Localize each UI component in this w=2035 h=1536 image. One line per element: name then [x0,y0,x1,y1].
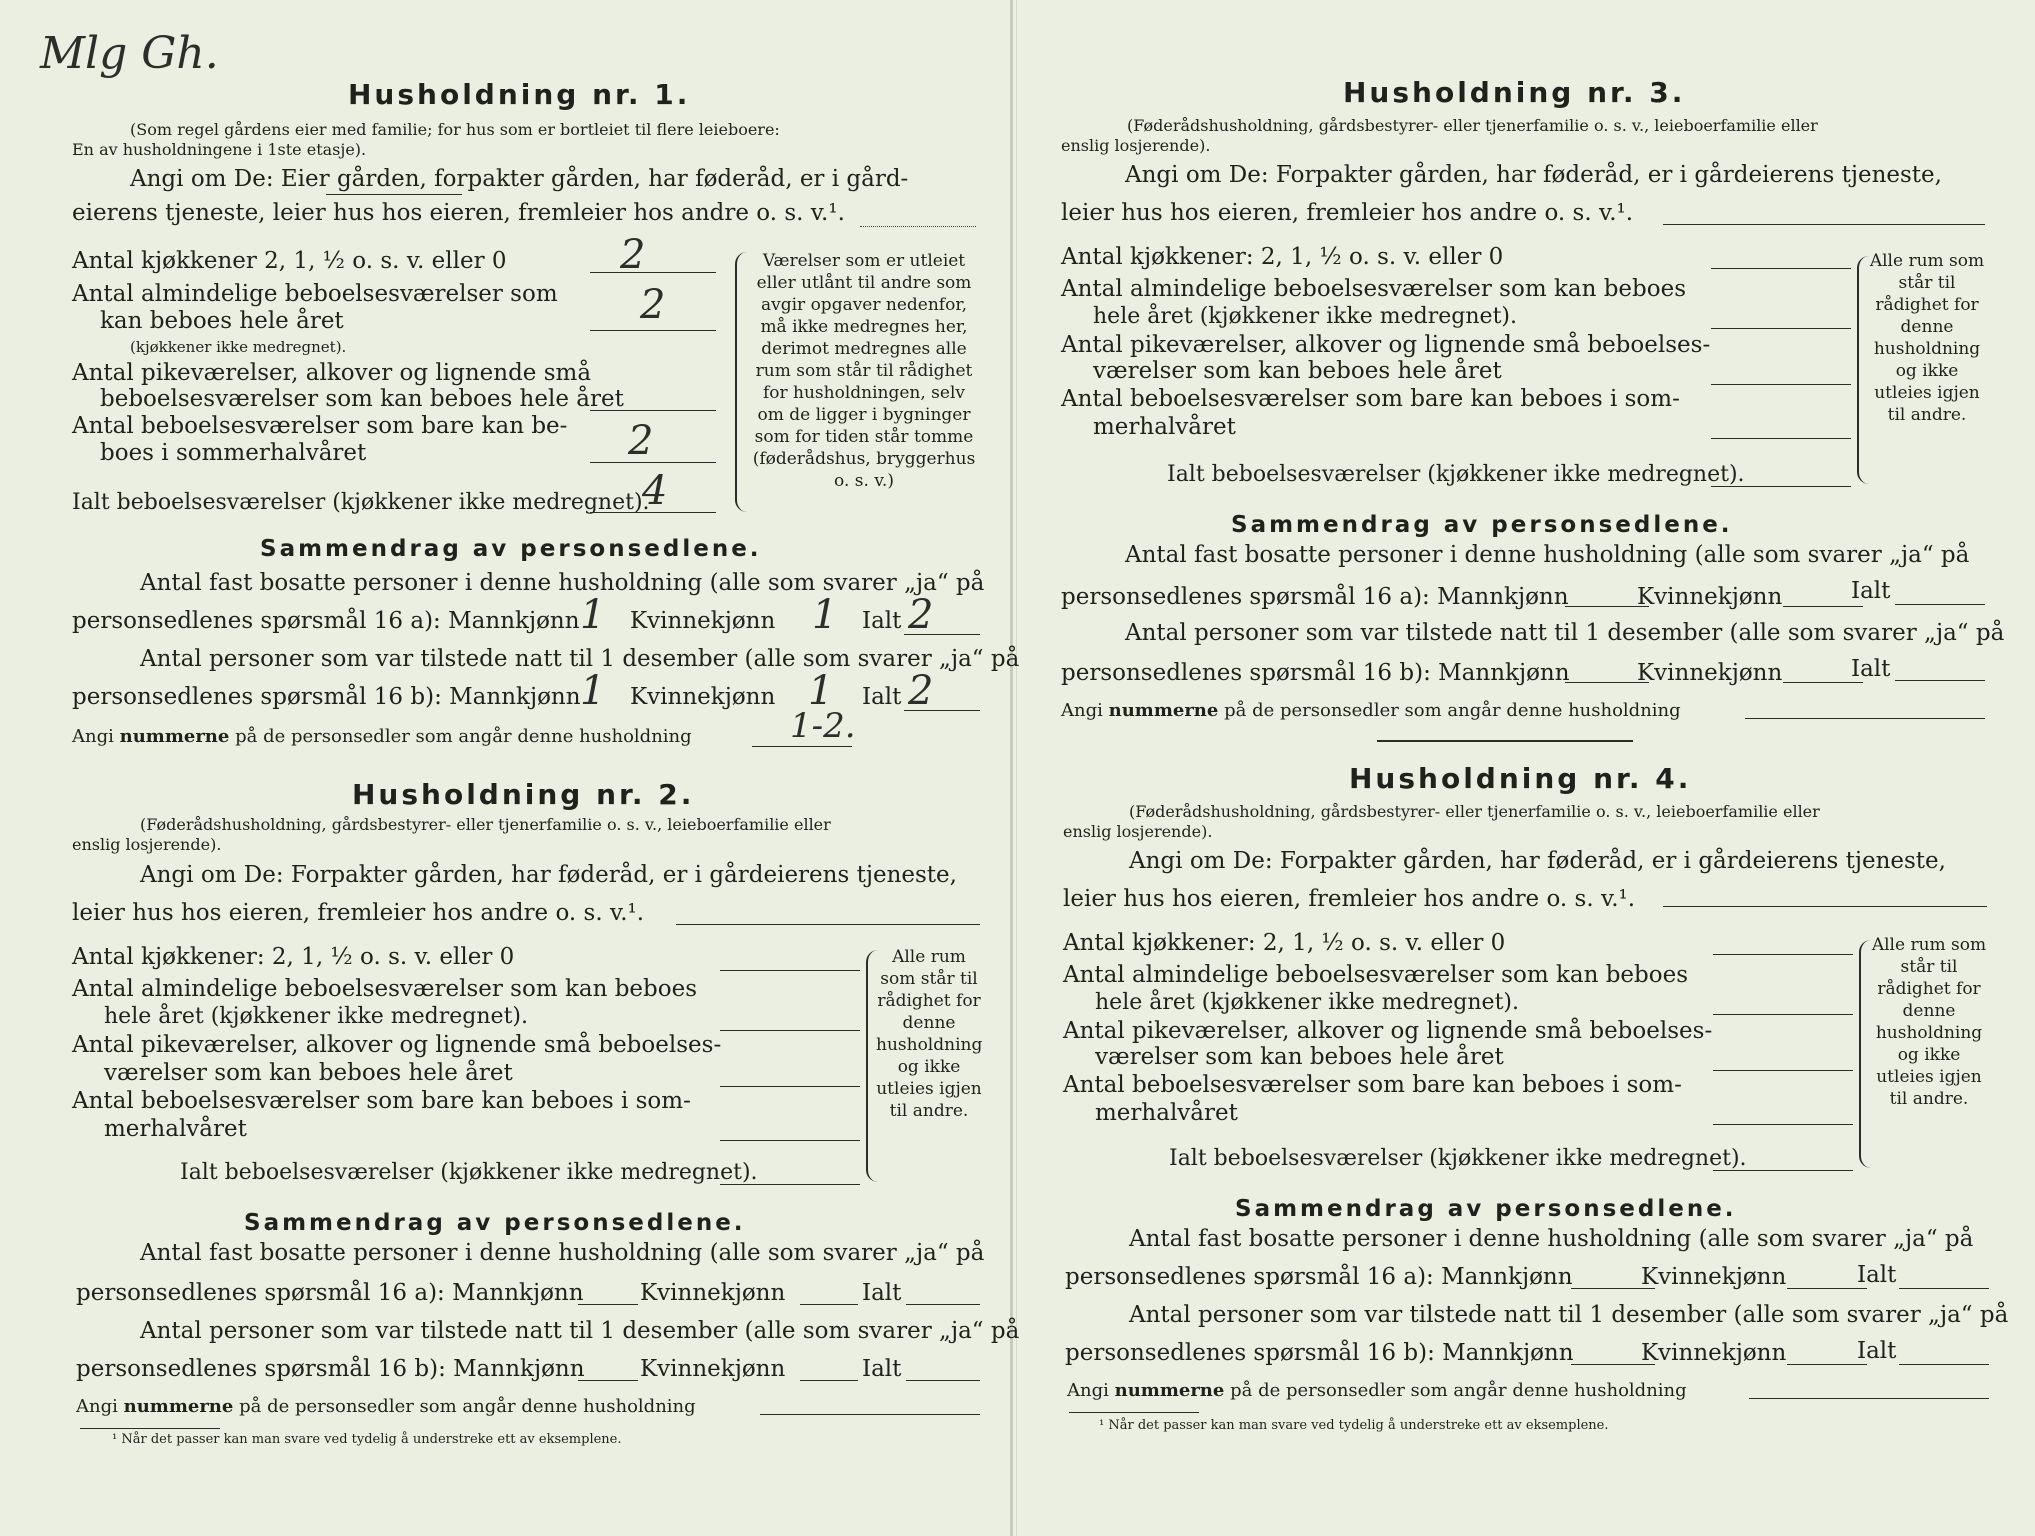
h1-fast-kv-value: 1 [812,592,838,638]
h2-tilst-kv-label: Kvinnekjønn [640,1356,786,1382]
h1-ialt-line [590,512,716,513]
h3-alm-2: hele året (kjøkkener ikke medregnet). [1093,304,1517,329]
h1-alm-2: kan beboes hele året [100,308,344,334]
h4-side-note: Alle rum som står til rådighet for denne husholdning og ikke utleies igjen til andre. [1871,935,1987,1109]
h4-tilst-ialt-line [1899,1364,1989,1365]
h3-angi-line [1663,224,1985,225]
h4-nummer-c: på de personsedler som angår denne husholdning [1230,1380,1687,1401]
h4-pike-2: værelser som kan beboes hele året [1095,1044,1504,1070]
h4-fast-ialt-label: Ialt [1857,1262,1897,1288]
h1-kjokkener: Antal kjøkkener 2, 1, ½ o. s. v. eller 0 [72,248,507,274]
h2-nummer-b: nummerne [123,1396,234,1417]
h4-kjokkener-line [1713,954,1853,955]
h3-alm-1: Antal almindelige beboelsesværelser som kan beboes [1061,276,1687,302]
h4-nummer-line [1749,1398,1989,1399]
h4-nummer [1067,1380,1687,1401]
h2-kjokkener-line [720,970,860,971]
h1-kjokkener-line [590,272,716,273]
h2-fast-mann-line [578,1304,638,1305]
h1-angi-line [860,226,976,227]
h4-tilst-2: personsedlenes spørsmål 16 b): Mannkjønn [1065,1340,1574,1366]
h2-side-note: Alle rum som står til rådighet for denne husholdning og ikke utleies igjen til andre. [876,947,983,1121]
h3-tilst-ialt-label: Ialt [1851,656,1891,682]
h1-sommer-2: boes i sommerhalvåret [100,440,367,466]
h3-nummer-a: Angi [1061,700,1103,721]
h3-sommer-1: Antal beboelsesværelser som bare kan beboes i som- [1061,386,1680,412]
h1-alm-3: (kjøkkener ikke medregnet). [130,338,347,356]
h1-brace [735,252,749,512]
h2-sammendrag: Sammendrag av personsedlene. [244,1210,746,1236]
h4-fast-kv-label: Kvinnekjønn [1641,1264,1787,1290]
h1-tilst-1: Antal personer som var tilstede natt til 1 desember (alle som svarer „ja“ på [140,646,1020,672]
h3-kjokkener-line [1711,268,1851,269]
h2-angi-2: leier hus hos eieren, fremleier hos andre o. s. v.¹. [72,900,645,926]
h3-fast-1: Antal fast bosatte personer i denne husholdning (alle som svarer „ja“ på [1125,542,1970,568]
footnote-left: ¹ Når det passer kan man svare ved tydelig å understreke ett av eksemplene. [112,1432,622,1447]
h2-sub-1: (Føderådshusholdning, gårdsbestyrer- eller tjenerfamilie o. s. v., leieboerfamilie eller [140,815,831,834]
h4-sommer-line [1713,1124,1853,1125]
h2-ialt: Ialt beboelsesværelser (kjøkkener ikke medregnet). [180,1160,758,1185]
h1-pike-1: Antal pikeværelser, alkover og lignende små [72,360,592,386]
h1-tilst-ialt-line [904,710,980,711]
h2-pike-1: Antal pikeværelser, alkover og lignende små beboelses- [72,1032,722,1058]
h2-nummer-a: Angi [76,1396,118,1417]
h2-angi-line [676,924,980,925]
h3-fast-ialt-label: Ialt [1851,578,1891,604]
h1-sammendrag: Sammendrag av personsedlene. [260,536,762,562]
footnote-right: ¹ Når det passer kan man svare ved tydelig å understreke ett av eksemplene. [1099,1418,1609,1433]
h4-alm-1: Antal almindelige beboelsesværelser som kan beboes [1063,962,1689,988]
h2-ialt-line [720,1184,860,1185]
h2-nummer [76,1396,696,1417]
h1-nummer-b: nummerne [119,726,230,747]
page-fold [1010,0,1013,1536]
h2-nummer-c: på de personsedler som angår denne husholdning [239,1396,696,1417]
h3-ialt: Ialt beboelsesværelser (kjøkkener ikke medregnet). [1167,462,1745,487]
h1-title: Husholdning nr. 1. [348,78,691,111]
h4-tilst-kv-label: Kvinnekjønn [1641,1340,1787,1366]
h3-angi-1: Angi om De: Forpakter gården, har føderåd, er i gårdeierens tjeneste, [1125,162,1942,188]
h3-tilst-2: personsedlenes spørsmål 16 b): Mannkjønn [1061,660,1570,686]
h1-tilst-kv-value: 1 [808,668,834,714]
h1-tilst-ialt-value: 2 [908,668,934,714]
h2-alm-1: Antal almindelige beboelsesværelser som kan beboes [72,976,698,1002]
h4-fast-2: personsedlenes spørsmål 16 a): Mannkjønn [1065,1264,1573,1290]
h3-pike-line [1711,384,1851,385]
h1-ialt: Ialt beboelsesværelser (kjøkkener ikke medregnet). [72,490,650,515]
h1-ialt-value: 4 [642,468,668,514]
h1-sommer-value: 2 [628,418,654,464]
h1-fast-ialt-label: Ialt [862,608,902,634]
h1-sub-1: (Som regel gårdens eier med familie; for hus som er bortleiet til flere leieboere: [130,120,780,139]
h2-fast-ialt-line [906,1304,980,1305]
h1-sommer-line [590,462,716,463]
h4-nummer-b: nummerne [1114,1380,1225,1401]
h1-nummer [72,726,692,747]
h4-title: Husholdning nr. 4. [1349,762,1692,795]
h1-fast-1: Antal fast bosatte personer i denne husholdning (alle som svarer „ja“ på [140,570,985,596]
h3-sub-1: (Føderådshusholdning, gårdsbestyrer- eller tjenerfamilie o. s. v., leieboerfamilie eller [1127,116,1818,135]
footnote-rule [80,1428,220,1429]
right-page [1017,0,2035,1536]
h1-alm-value: 2 [640,282,666,328]
h3-sammendrag: Sammendrag av personsedlene. [1231,512,1733,538]
h1-alm-1: Antal almindelige beboelsesværelser som [72,281,558,307]
h1-sommer-1: Antal beboelsesværelser som bare kan be- [72,413,568,439]
h2-sub-2: enslig losjerende). [72,835,222,854]
h1-fast-mann-value: 1 [580,592,606,638]
h1-tilst-ialt-label: Ialt [862,684,902,710]
h1-angi-2: eierens tjeneste, leier hus hos eieren, fremleier hos andre o. s. v.¹. [72,200,845,226]
h3-angi-2: leier hus hos eieren, fremleier hos andre o. s. v.¹. [1061,200,1634,226]
h1-pike-2: beboelsesværelser som kan beboes hele året [100,386,624,412]
h4-kjokkener: Antal kjøkkener: 2, 1, ½ o. s. v. eller 0 [1063,930,1506,956]
h2-kjokkener: Antal kjøkkener: 2, 1, ½ o. s. v. eller 0 [72,944,515,970]
h4-tilst-ialt-label: Ialt [1857,1338,1897,1364]
h2-tilst-1: Antal personer som var tilstede natt til 1 desember (alle som svarer „ja“ på [140,1318,1020,1344]
h4-sammendrag: Sammendrag av personsedlene. [1235,1196,1737,1222]
h2-fast-kv-line [800,1304,858,1305]
h4-ialt: Ialt beboelsesværelser (kjøkkener ikke medregnet). [1169,1146,1747,1171]
h3-sommer-2: merhalvåret [1093,414,1236,440]
h2-pike-2: værelser som kan beboes hele året [104,1060,513,1086]
h2-sommer-line [720,1140,860,1141]
h1-fast-2: personsedlenes spørsmål 16 a): Mannkjønn [72,608,580,634]
h2-tilst-mann-line [578,1380,638,1381]
h4-sommer-1: Antal beboelsesværelser som bare kan beboes i som- [1063,1072,1682,1098]
h3-tilst-ialt-line [1895,680,1985,681]
h3-fast-ialt-line [1895,604,1985,605]
h2-fast-2: personsedlenes spørsmål 16 a): Mannkjønn [76,1280,584,1306]
h1-nummer-c: på de personsedler som angår denne husholdning [235,726,692,747]
h4-pike-1: Antal pikeværelser, alkover og lignende små beboelses- [1063,1018,1713,1044]
h4-tilst-kv-line [1787,1364,1867,1365]
h4-fast-kv-line [1787,1288,1867,1289]
h2-title: Husholdning nr. 2. [352,778,695,811]
h4-fast-ialt-line [1899,1288,1989,1289]
h4-sommer-2: merhalvåret [1095,1100,1238,1126]
h4-angi-line [1663,906,1987,907]
h1-fast-ialt-line [904,634,980,635]
h3-ialt-line [1711,486,1851,487]
section-separator [1377,740,1633,742]
h2-alm-line [720,1030,860,1031]
h2-fast-ialt-label: Ialt [862,1280,902,1306]
h4-ialt-line [1713,1170,1853,1171]
h1-fast-ialt-value: 2 [908,592,934,638]
h3-alm-line [1711,328,1851,329]
h1-side-note: Værelser som er utleiet eller utlånt til andre som avgir opgaver nedenfor, må ikke medregnes her, derimot medregnes alle rum som står til rådighet for husholdningen, selv om de ligger i bygninger som for tiden står tomme (føderådshus, bryggerhus o. s. v.) [752,251,976,491]
h1-eier-underline [326,194,462,195]
h4-angi-1: Angi om De: Forpakter gården, har føderåd, er i gårdeierens tjeneste, [1129,848,1946,874]
h1-pike-line [590,410,716,411]
h1-sub-2: En av husholdningene i 1ste etasje). [72,140,367,159]
h2-fast-1: Antal fast bosatte personer i denne husholdning (alle som svarer „ja“ på [140,1240,985,1266]
margin-note: Mlg Gh. [40,28,219,79]
h1-nummer-value: 1-2. [790,706,856,746]
h2-fast-kv-label: Kvinnekjønn [640,1280,786,1306]
h4-fast-1: Antal fast bosatte personer i denne husholdning (alle som svarer „ja“ på [1129,1226,1974,1252]
h3-fast-2: personsedlenes spørsmål 16 a): Mannkjønn [1061,584,1569,610]
h3-tilst-1: Antal personer som var tilstede natt til 1 desember (alle som svarer „ja“ på [1125,620,2005,646]
h4-pike-line [1713,1070,1853,1071]
h1-kjokkener-value: 2 [620,232,646,278]
footnote-rule-right [1069,1412,1199,1413]
h3-nummer-b: nummerne [1108,700,1219,721]
h2-nummer-line [760,1414,980,1415]
h4-tilst-1: Antal personer som var tilstede natt til 1 desember (alle som svarer „ja“ på [1129,1302,2009,1328]
h3-kjokkener: Antal kjøkkener: 2, 1, ½ o. s. v. eller 0 [1061,244,1504,270]
h4-sub-2: enslig losjerende). [1063,822,1213,841]
h2-tilst-kv-line [800,1380,858,1381]
h3-sub-2: enslig losjerende). [1061,136,1211,155]
h1-angi-1: Angi om De: Eier gården, forpakter gården, har føderåd, er i gård- [130,166,909,192]
h3-nummer-c: på de personsedler som angår denne husholdning [1224,700,1681,721]
h2-tilst-ialt-line [906,1380,980,1381]
h3-pike-2: værelser som kan beboes hele året [1093,358,1502,384]
h2-angi-1: Angi om De: Forpakter gården, har føderåd, er i gårdeierens tjeneste, [140,862,957,888]
h3-sommer-line [1711,438,1851,439]
h2-tilst-2: personsedlenes spørsmål 16 b): Mannkjønn [76,1356,585,1382]
h3-nummer [1061,700,1681,721]
h2-alm-2: hele året (kjøkkener ikke medregnet). [104,1004,528,1029]
h2-pike-line [720,1086,860,1087]
h1-nummer-line [752,746,852,747]
h3-fast-kv-line [1783,606,1863,607]
h1-fast-kv-label: Kvinnekjønn [630,608,776,634]
h4-nummer-a: Angi [1067,1380,1109,1401]
h3-pike-1: Antal pikeværelser, alkover og lignende små beboelses- [1061,332,1711,358]
h2-sommer-2: merhalvåret [104,1116,247,1142]
h1-nummer-a: Angi [72,726,114,747]
h4-alm-line [1713,1014,1853,1015]
h3-nummer-line [1745,718,1985,719]
h4-angi-2: leier hus hos eieren, fremleier hos andre o. s. v.¹. [1063,886,1636,912]
h4-sub-1: (Føderådshusholdning, gårdsbestyrer- eller tjenerfamilie o. s. v., leieboerfamilie eller [1129,802,1820,821]
h2-tilst-ialt-label: Ialt [862,1356,902,1382]
h3-title: Husholdning nr. 3. [1343,76,1686,109]
h1-alm-line [590,330,716,331]
h1-tilst-2: personsedlenes spørsmål 16 b): Mannkjønn [72,684,581,710]
h4-alm-2: hele året (kjøkkener ikke medregnet). [1095,990,1519,1015]
h3-fast-kv-label: Kvinnekjønn [1637,584,1783,610]
h3-tilst-kv-line [1783,682,1863,683]
h2-sommer-1: Antal beboelsesværelser som bare kan beboes i som- [72,1088,691,1114]
h1-tilst-mann-value: 1 [580,668,606,714]
h1-tilst-kv-label: Kvinnekjønn [630,684,776,710]
h3-tilst-kv-label: Kvinnekjønn [1637,660,1783,686]
h3-side-note: Alle rum som står til rådighet for denne husholdning og ikke utleies igjen til andre. [1869,251,1985,425]
